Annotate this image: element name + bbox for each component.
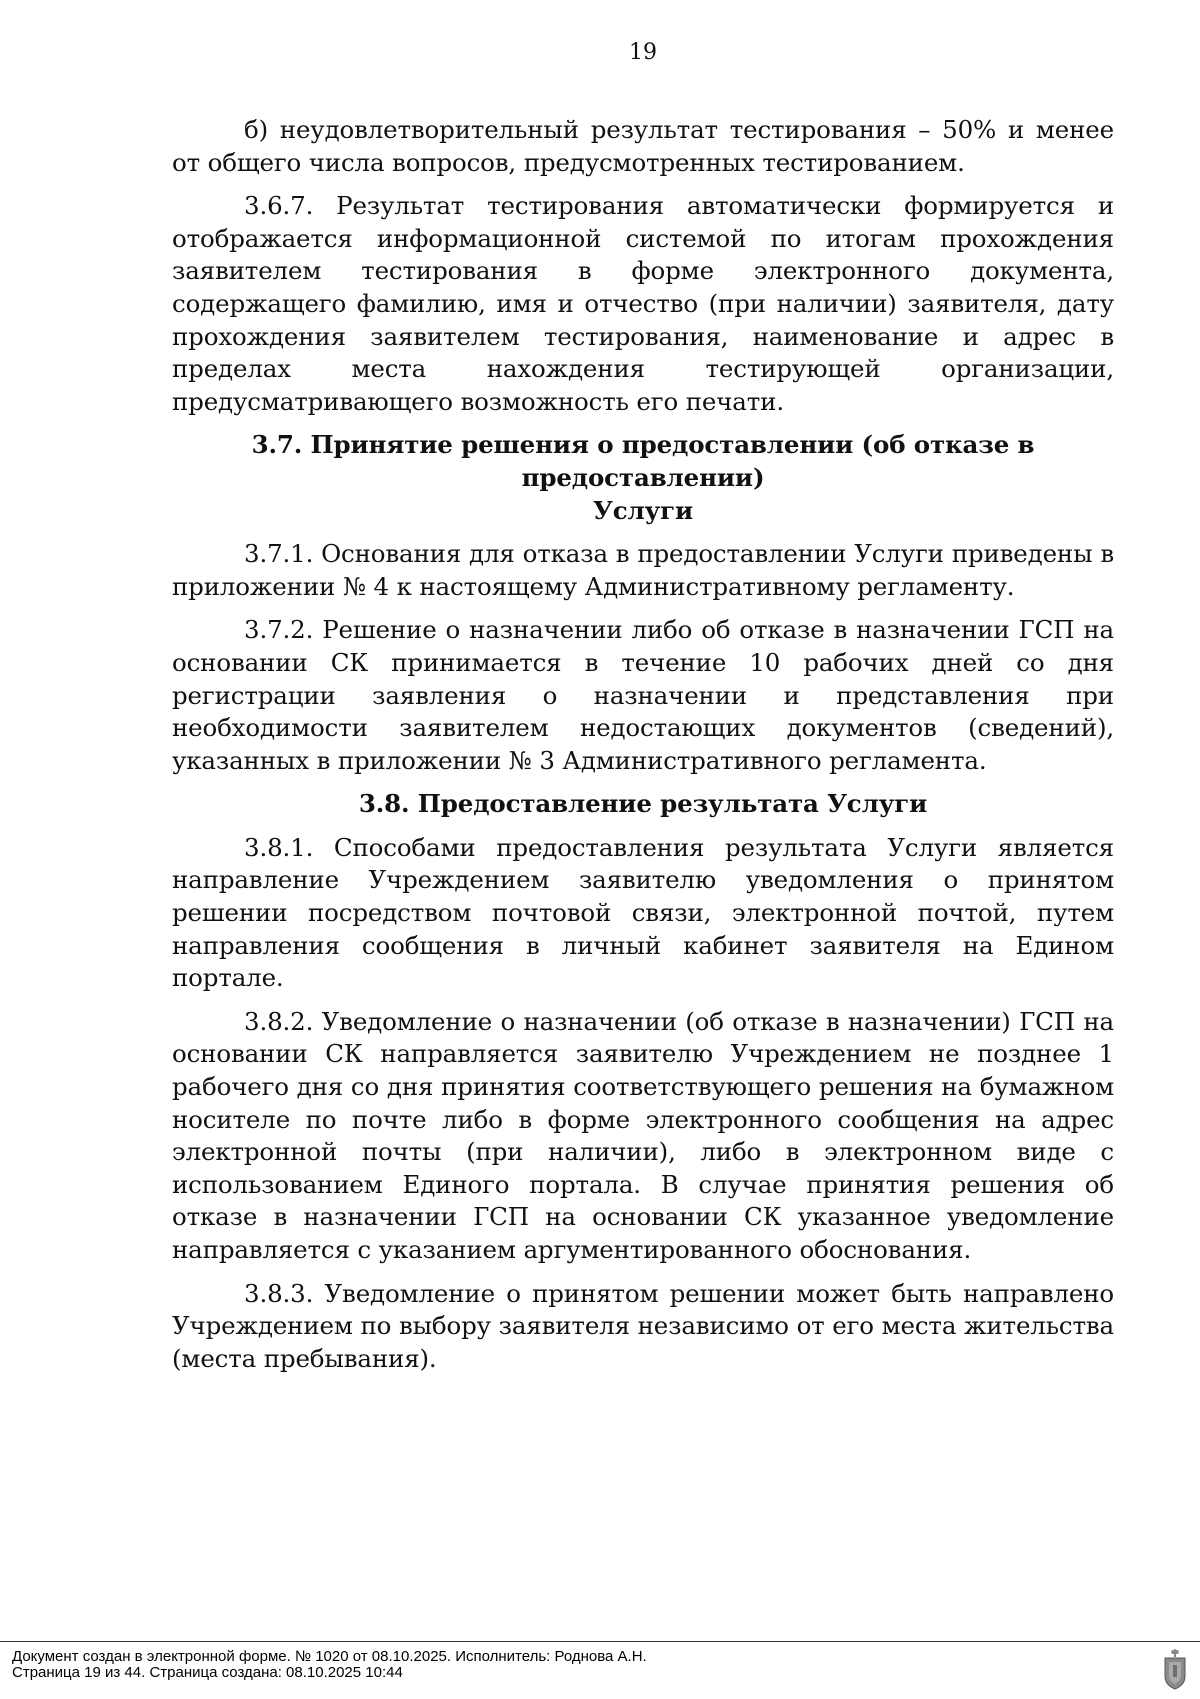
footer-line-page-info: Страница 19 из 44. Страница создана: 08.10.2025 10:44 bbox=[12, 1664, 403, 1681]
paragraph-3-8-2: 3.8.2. Уведомление о назначении (об отказе в назначении) ГСП на основании СК направляется заявителю Учреждением не позднее 1 рабочего дня со дня принятия соответствующего решения на бумажном носителе по почте либо в форме электронного сообщения на адрес электронной почты (при наличии), либо в электронном виде с использованием Единого портала. В случае принятия решения об отказе в назначении ГСП на основании СК указанное уведомление направляется с указанием аргументированного обоснования. bbox=[172, 1006, 1114, 1264]
paragraph-testing-unsatisfactory: б) неудовлетворительный результат тестирования – 50% и менее от общего числа вопросов, предусмотренных тестированием. bbox=[172, 115, 1114, 177]
paragraph-3-8-1: 3.8.1. Способами предоставления результата Услуги является направление Учреждением заявителю уведомления о принятом решении посредством почтовой связи, электронной почтой, путем направления сообщения в личный кабинет заявителя на Едином портале. bbox=[172, 832, 1114, 993]
coat-of-arms-icon bbox=[1162, 1648, 1188, 1690]
paragraph-3-6-7: 3.6.7. Результат тестирования автоматически формируется и отображается информационной системой по итогам прохождения заявителем тестирования в форме электронного документа, содержащего фамилию, имя и отчество (при наличии) заявителя, дату прохождения заявителем тестирования, наименование и адрес в пределах места нахождения тестирующей организации, предусматривающего возможность его печати. bbox=[172, 191, 1114, 416]
footer-text bbox=[12, 1649, 647, 1681]
paragraph-3-8-3: 3.8.3. Уведомление о принятом решении может быть направлено Учреждением по выбору заявителя независимо от его места жительства (места пребывания). bbox=[172, 1278, 1114, 1373]
footer-line-document-info: Документ создан в электронной форме. № 1020 от 08.10.2025. Исполнитель: Роднова А.Н. bbox=[12, 1648, 647, 1665]
section-heading-3-7 bbox=[172, 429, 1114, 527]
section-heading-3-8: 3.8. Предоставление результата Услуги bbox=[358, 789, 928, 819]
section-heading-3-7-line1: 3.7. Принятие решения о предоставлении (об отказе в предоставлении) bbox=[251, 430, 1035, 492]
paragraph-3-7-1: 3.7.1. Основания для отказа в предоставлении Услуги приведены в приложении № 4 к настоящему Административному регламенту. bbox=[172, 539, 1114, 601]
document-footer bbox=[0, 1641, 1200, 1699]
section-heading-3-7-line2: Услуги bbox=[592, 495, 694, 525]
document-body bbox=[172, 114, 1114, 1386]
paragraph-3-7-2: 3.7.2. Решение о назначении либо об отказе в назначении ГСП на основании СК принимается в течение 10 рабочих дней со дня регистрации заявления о назначении и представления при необходимости заявителем недостающих документов (сведений), указанных в приложении № 3 Административного регламента. bbox=[172, 615, 1114, 775]
page-number: 19 bbox=[629, 40, 657, 65]
